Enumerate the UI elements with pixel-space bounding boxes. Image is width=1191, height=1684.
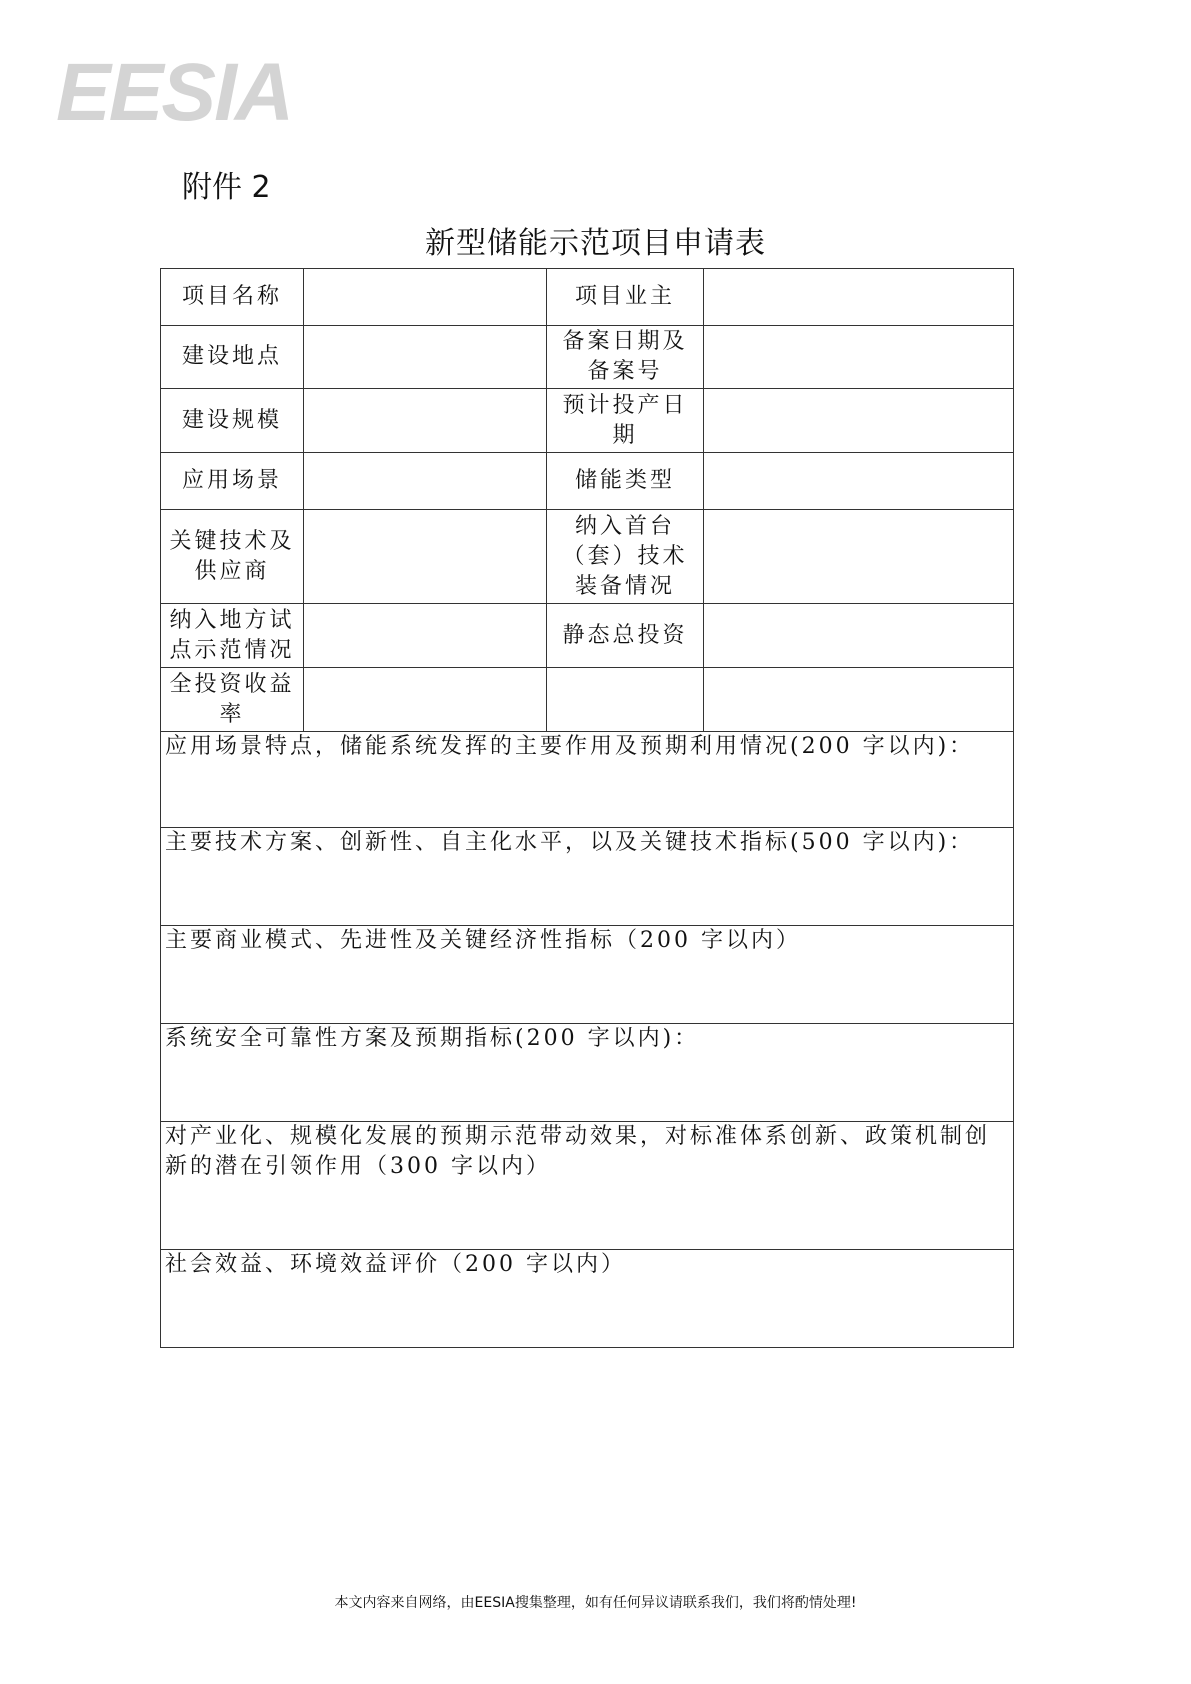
form-title: 新型储能示范项目申请表 bbox=[425, 226, 766, 261]
form-row bbox=[161, 1250, 1014, 1348]
field-expected-commissioning-date[interactable] bbox=[704, 389, 1014, 453]
label-static-total-investment: 静态总投资 bbox=[547, 604, 704, 668]
field-local-pilot-status[interactable] bbox=[304, 604, 547, 668]
form-row bbox=[161, 604, 1014, 668]
label-application-scenario: 应用场景 bbox=[161, 453, 304, 510]
empty-cell-value bbox=[704, 668, 1014, 732]
section-social-environmental-benefits[interactable]: 社会效益、环境效益评价（200 字以内） bbox=[161, 1250, 1014, 1348]
form-row bbox=[161, 828, 1014, 926]
form-row bbox=[161, 389, 1014, 453]
section-application-features[interactable]: 应用场景特点，储能系统发挥的主要作用及预期利用情况(200 字以内)： bbox=[161, 732, 1014, 828]
form-row bbox=[161, 668, 1014, 732]
field-project-name[interactable] bbox=[304, 269, 547, 326]
label-construction-scale: 建设规模 bbox=[161, 389, 304, 453]
empty-cell bbox=[547, 668, 704, 732]
field-total-investment-return[interactable] bbox=[304, 668, 547, 732]
field-construction-site[interactable] bbox=[304, 326, 547, 389]
form-row bbox=[161, 326, 1014, 389]
label-construction-site: 建设地点 bbox=[161, 326, 304, 389]
label-local-pilot-status: 纳入地方试点示范情况 bbox=[161, 604, 304, 668]
label-filing-date-number: 备案日期及备案号 bbox=[547, 326, 704, 389]
label-total-investment-return: 全投资收益率 bbox=[161, 668, 304, 732]
label-project-owner: 项目业主 bbox=[547, 269, 704, 326]
attachment-label: 附件 2 bbox=[182, 170, 271, 205]
form-row bbox=[161, 926, 1014, 1024]
form-row bbox=[161, 269, 1014, 326]
field-application-scenario[interactable] bbox=[304, 453, 547, 510]
label-storage-type: 储能类型 bbox=[547, 453, 704, 510]
field-storage-type[interactable] bbox=[704, 453, 1014, 510]
form-row bbox=[161, 1024, 1014, 1122]
footer-disclaimer: 本文内容来自网络，由EESIA搜集整理，如有任何异议请联系我们，我们将酌情处理! bbox=[334, 1595, 857, 1611]
label-expected-commissioning-date: 预计投产日期 bbox=[547, 389, 704, 453]
section-demonstration-effect[interactable]: 对产业化、规模化发展的预期示范带动效果，对标准体系创新、政策机制创新的潜在引领作用（300 字以内） bbox=[161, 1122, 1014, 1250]
field-first-set-equipment[interactable] bbox=[704, 510, 1014, 604]
field-construction-scale[interactable] bbox=[304, 389, 547, 453]
label-project-name: 项目名称 bbox=[161, 269, 304, 326]
field-project-owner[interactable] bbox=[704, 269, 1014, 326]
label-key-tech-suppliers: 关键技术及供应商 bbox=[161, 510, 304, 604]
field-key-tech-suppliers[interactable] bbox=[304, 510, 547, 604]
form-row bbox=[161, 732, 1014, 828]
form-row bbox=[161, 510, 1014, 604]
field-static-total-investment[interactable] bbox=[704, 604, 1014, 668]
field-filing-date-number[interactable] bbox=[704, 326, 1014, 389]
section-business-model[interactable]: 主要商业模式、先进性及关键经济性指标（200 字以内） bbox=[161, 926, 1014, 1024]
section-technical-solution[interactable]: 主要技术方案、创新性、自主化水平，以及关键技术指标(500 字以内)： bbox=[161, 828, 1014, 926]
label-first-set-equipment: 纳入首台（套）技术装备情况 bbox=[547, 510, 704, 604]
eesia-logo: EESIA bbox=[56, 47, 293, 138]
section-safety-reliability[interactable]: 系统安全可靠性方案及预期指标(200 字以内)： bbox=[161, 1024, 1014, 1122]
form-row bbox=[161, 1122, 1014, 1250]
application-form-table bbox=[160, 268, 1014, 1348]
form-row bbox=[161, 453, 1014, 510]
